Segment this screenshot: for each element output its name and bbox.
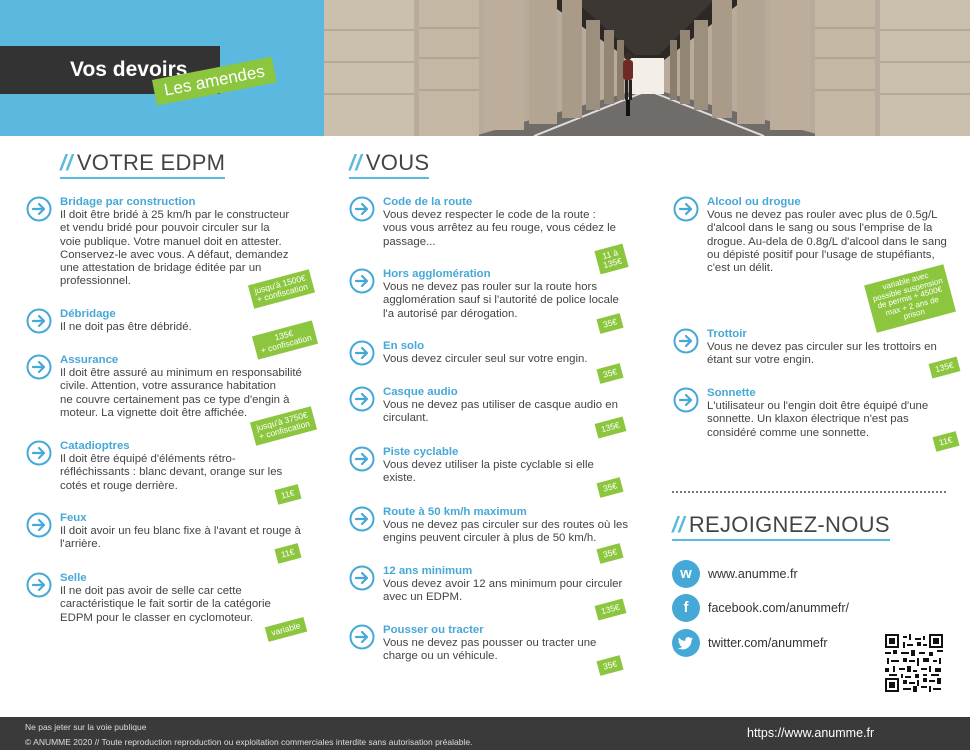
item-title: Sonnette — [707, 387, 756, 399]
fine-tag: 35€ — [596, 313, 623, 334]
item-text: Vous ne devez pas rouler sur la route hors agglomération sauf si l'autorité de police locale l'a autorisé par dérogation. — [383, 281, 619, 320]
item-title: Casque audio — [383, 386, 458, 398]
footer — [0, 717, 970, 750]
item-title: Hors agglomération — [383, 268, 491, 280]
fine-tag: 11€ — [274, 543, 301, 564]
item-text: Il ne doit pas être débridé. — [60, 321, 192, 334]
arrow-right-icon — [349, 506, 375, 532]
item-text: Vous ne devez pas circuler sur des routes où les engins peuvent circuler à plus de 50 km/h. — [383, 519, 629, 545]
item-title: Piste cyclable — [383, 446, 459, 458]
item-text: Vous ne devez pas pousser ou tracter une charge ou un véhicule. — [383, 637, 597, 663]
item-title: Débridage — [60, 308, 116, 320]
social-label[interactable]: facebook.com/anummefr/ — [708, 601, 850, 615]
item-text: Vous devez avoir 12 ans minimum pour circuler avec un EDPM. — [383, 578, 623, 604]
arrow-right-icon — [349, 446, 375, 472]
fine-tag: 135€ — [929, 357, 961, 379]
arrow-right-icon — [349, 196, 375, 222]
item-title: Trottoir — [707, 328, 747, 340]
arcade-photo-illustration — [324, 0, 970, 136]
item-title: Bridage par construction — [60, 196, 196, 208]
arrow-right-icon — [673, 196, 699, 222]
vous-column — [349, 150, 429, 179]
fine-tag: 35€ — [596, 477, 623, 498]
fine-tag: 135€ — [595, 417, 627, 439]
arrow-right-icon — [349, 386, 375, 412]
arrow-right-icon — [349, 340, 375, 366]
arrow-right-icon — [26, 196, 52, 222]
item-title: Alcool ou drogue — [707, 196, 801, 208]
facebook-icon: f — [672, 594, 700, 622]
footer-url-link[interactable]: https://www.anumme.fr — [747, 726, 875, 740]
header-banner — [0, 0, 324, 136]
item-title: Catadioptres — [60, 440, 130, 452]
twitter-bird-icon — [672, 629, 700, 657]
fine-tag: 11 à 135€ — [594, 244, 628, 275]
footer-copyright: © ANUMME 2020 // Toute reproduction reproduction ou exploitation commerciales interdite sans autorisation préalable. — [25, 737, 473, 747]
qr-code[interactable] — [885, 634, 943, 692]
twitter-icon — [672, 629, 700, 657]
arrow-right-icon — [673, 387, 699, 413]
fine-tag: variable — [265, 617, 307, 642]
edpm-column — [60, 150, 225, 179]
item-title: 12 ans minimum — [383, 565, 473, 577]
fine-tag: 35€ — [596, 543, 623, 564]
divider — [672, 491, 946, 493]
social-label[interactable]: twitter.com/anummefr — [708, 636, 828, 650]
arrow-right-icon — [26, 572, 52, 598]
social-label[interactable]: www.anumme.fr — [708, 567, 798, 581]
fine-tag: 35€ — [596, 363, 623, 384]
fine-tag: 135€ + confiscation — [252, 320, 318, 359]
page-subtitle: Les amendes — [152, 57, 277, 106]
item-title: Code de la route — [383, 196, 473, 208]
item-text: Vous devez utiliser la piste cyclable si elle existe. — [383, 459, 594, 485]
item-text: Vous ne devez pas circuler sur les trottoirs en étant sur votre engin. — [707, 341, 937, 367]
arrow-right-icon — [349, 624, 375, 650]
page-title: Vos devoirs — [0, 46, 220, 94]
fine-tag: 11€ — [932, 431, 959, 452]
join-section — [672, 512, 890, 541]
arrow-right-icon — [26, 308, 52, 334]
fine-tag: 135€ — [595, 599, 627, 621]
item-title: Assurance — [60, 354, 119, 366]
fine-tag: variable avec possible suspension de permis + 4500€ max + 2 ans de prison — [864, 264, 956, 332]
fine-tag: jusqu'à 3750€ + confiscation — [250, 406, 317, 445]
arrow-right-icon — [26, 512, 52, 538]
edpm-heading: // VOTRE EDPM — [60, 150, 225, 179]
item-text: Vous devez respecter le code de la route : vous vous arrêtez au feu rouge, vous cédez le passage... — [383, 209, 617, 248]
item-text: Il doit avoir un feu blanc fixe à l'avant et rouge à l'arrière. — [60, 525, 301, 551]
fine-tag: 11€ — [274, 484, 301, 505]
item-title: En solo — [383, 340, 425, 352]
arrow-right-icon — [349, 268, 375, 294]
arrow-right-icon — [673, 328, 699, 354]
item-title: Selle — [60, 572, 87, 584]
join-heading: // REJOIGNEZ-NOUS — [672, 512, 890, 541]
item-text: Vous ne devez pas rouler avec plus de 0.5g/L d'alcool dans le sang ou sous l'emprise de la drogue. Au-dela de 0.8g/L d'alcool dans le sang ou dépisté positif pour l'usage de stupéfiants, c'est un délit. — [707, 209, 947, 275]
item-title: Pousser ou tracter — [383, 624, 484, 636]
fine-tag: 35€ — [596, 655, 623, 676]
item-text: Vous ne devez pas utiliser de casque audio en circulant. — [383, 399, 618, 425]
item-text: Vous devez circuler seul sur votre engin. — [383, 353, 588, 366]
item-text: L'utilisateur ou l'engin doit être équipé d'une sonnette. Un klaxon électrique n'est pas considéré comme une sonnette. — [707, 400, 929, 439]
item-title: Route à 50 km/h maximum — [383, 506, 527, 518]
vous-heading: // VOUS — [349, 150, 429, 179]
item-text: Il ne doit pas avoir de selle car cette caractéristique le fait sortir de la catégorie EDPM pour le classer en cyclomoteur. — [60, 585, 271, 624]
website-icon: w — [672, 560, 700, 588]
item-text: Il doit être assuré au minimum en responsabilité civile. Attention, votre assurance habitation ne couvre certainement pas ce type d'engin à moteur. La vignette doit être affichée. — [60, 367, 302, 419]
item-text: Il doit être bridé à 25 km/h par le constructeur et vendu bridé pour pouvoir circuler sur la voie publique. Votre manuel doit en attester. Conservez-le avec vous. A défaut, demandez une attestation de bridage éditée par un professionnel. — [60, 209, 290, 288]
item-title: Feux — [60, 512, 87, 524]
fine-tag: jusqu'à 1500€ + confiscation — [248, 269, 315, 308]
item-text: Il doit être équipé d'éléments rétro- réfléchissants : blanc devant, orange sur les cotés et rouge derrière. — [60, 453, 283, 492]
header-photo — [324, 0, 970, 136]
arrow-right-icon — [26, 440, 52, 466]
arrow-right-icon — [349, 565, 375, 591]
arrow-right-icon — [26, 354, 52, 380]
footer-notice: Ne pas jeter sur la voie publique — [25, 722, 147, 732]
